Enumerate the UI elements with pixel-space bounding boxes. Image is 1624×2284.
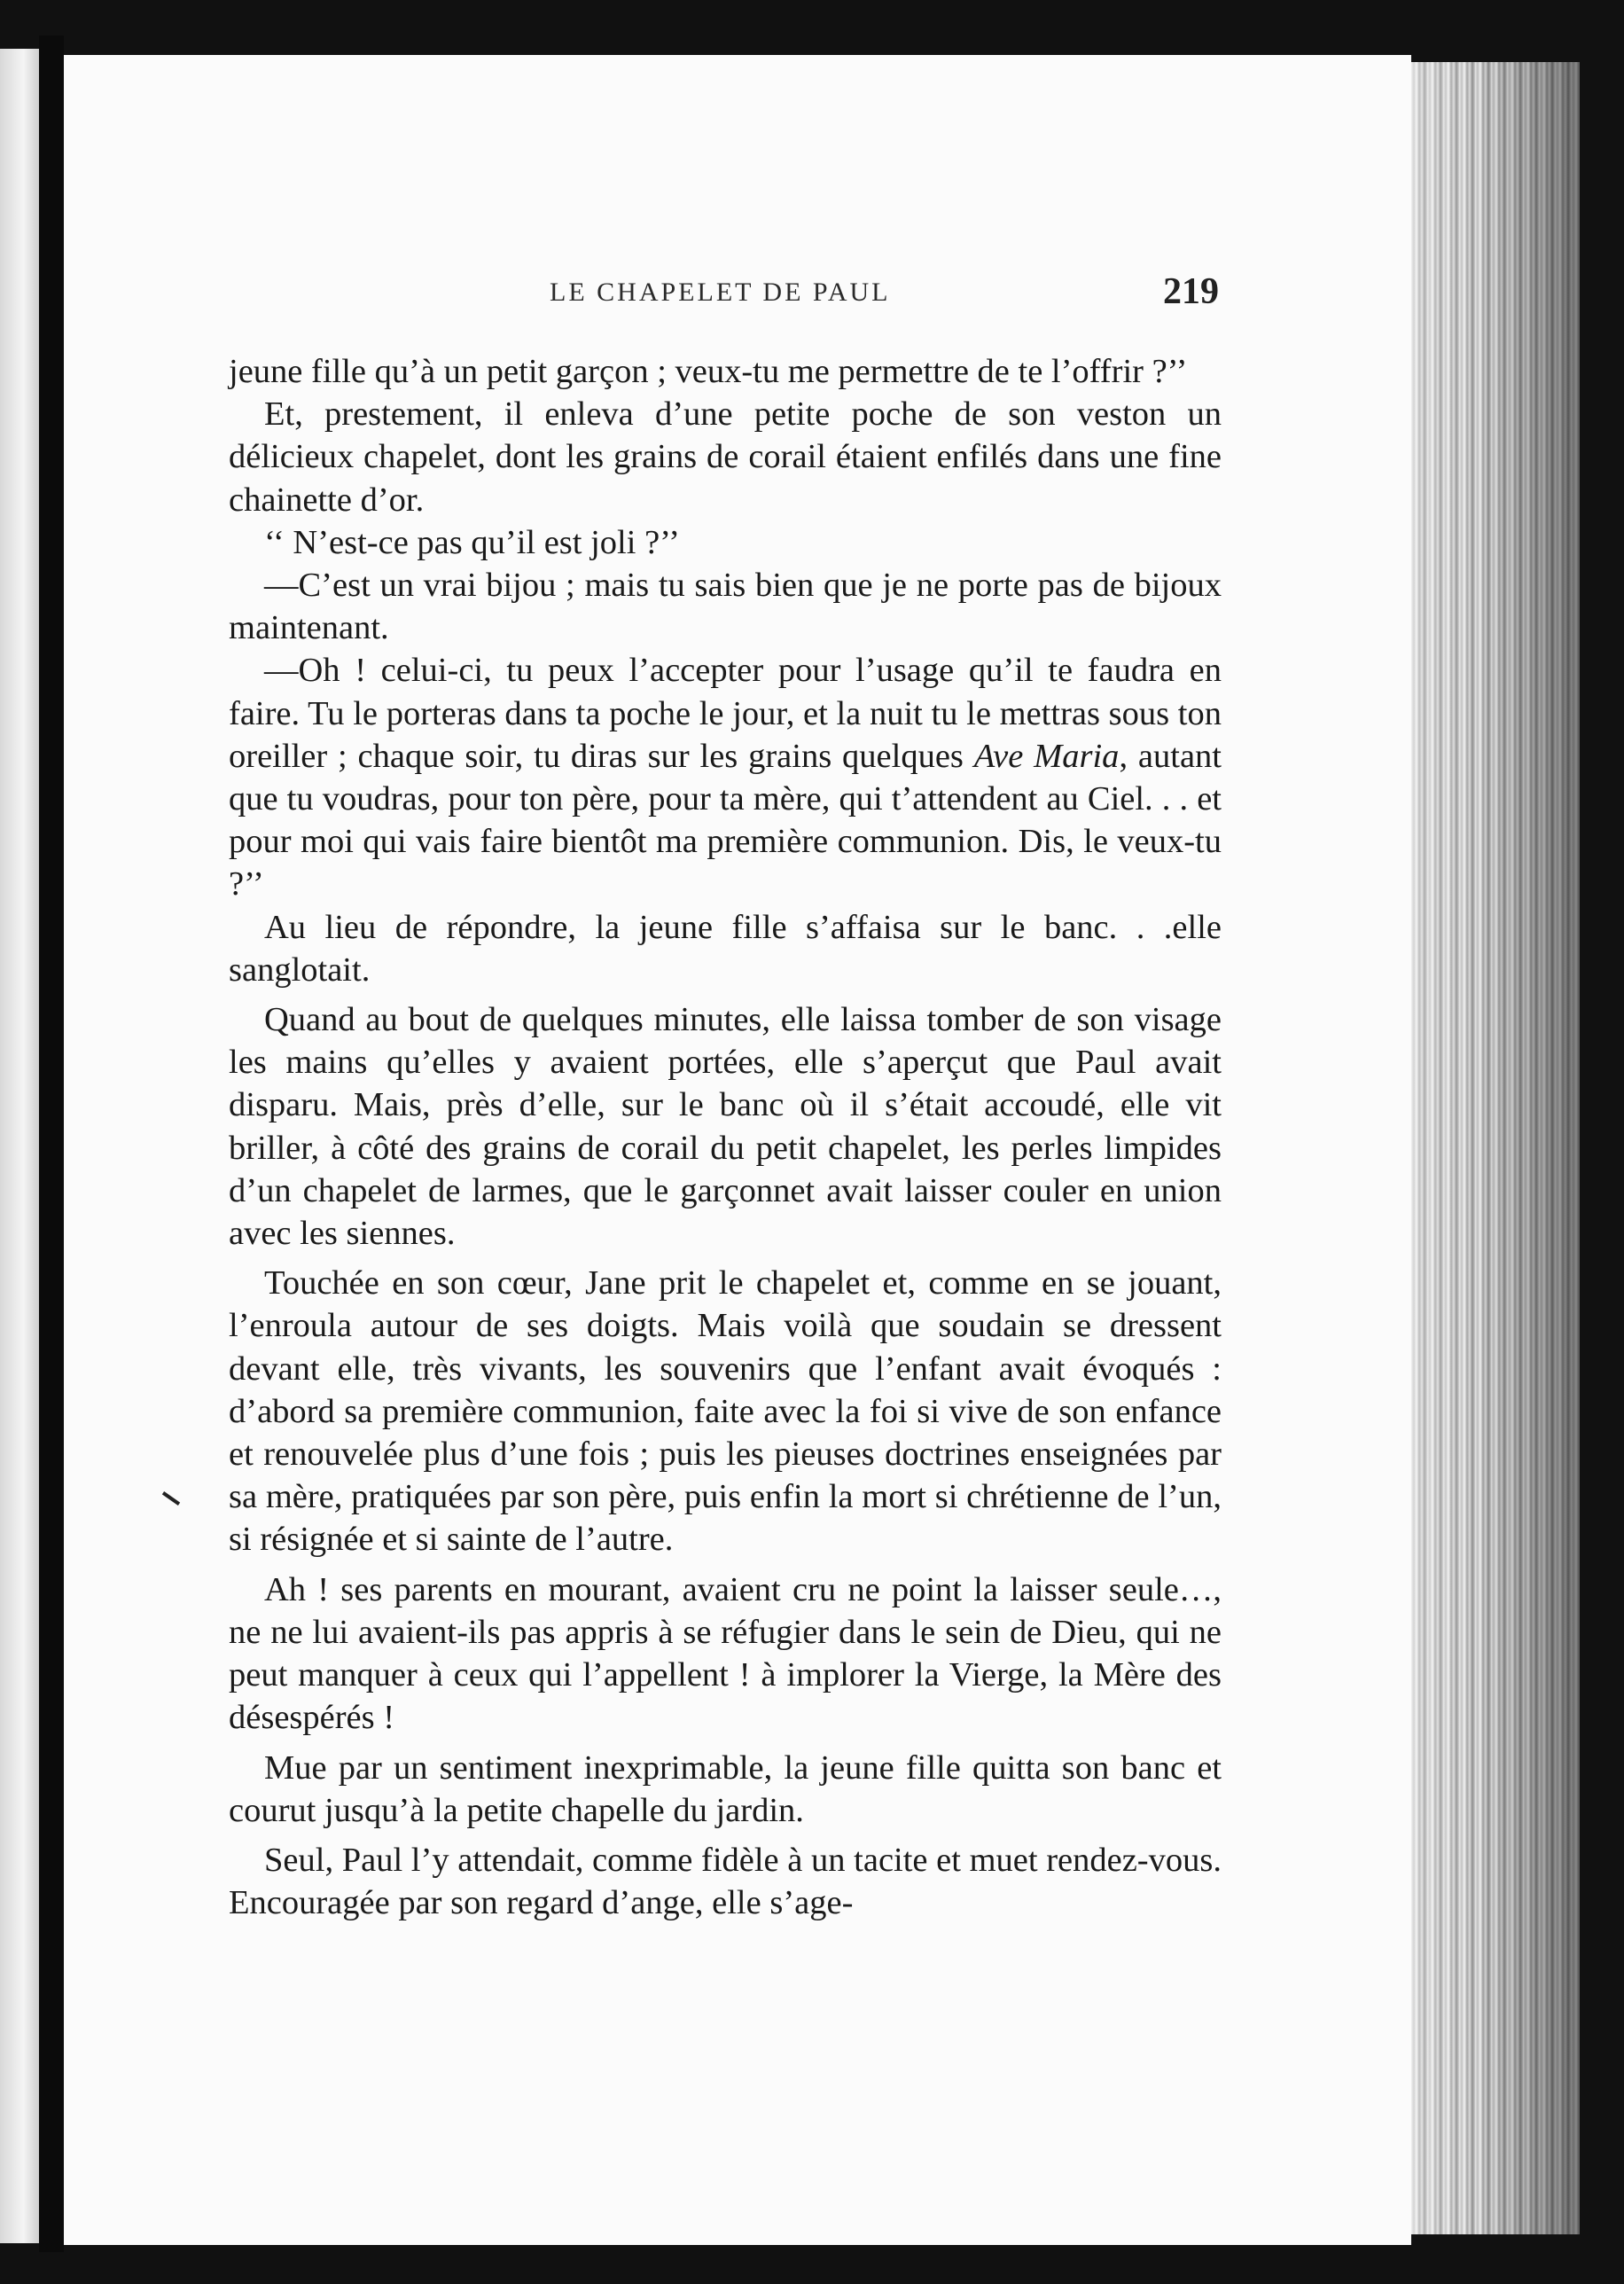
- paragraph-4: —C’est un vrai bijou ; mais tu sais bien que je ne porte pas de bijoux maintenant.: [229, 567, 1222, 647]
- paragraph-5-end: , autant que tu voudras, pour ton père, pour ta mère, qui t’attendent au Ciel. . . et pour moi qui vais faire bientôt ma première communion. Dis, le veux-tu ?’’: [229, 737, 1222, 903]
- paragraph-1: jeune fille qu’à un petit garçon ; veux-tu me permettre de te l’offrir ?’’: [229, 353, 1188, 390]
- paragraph-10: Mue par un sentiment inexprimable, la jeune fille quitta son banc et courut jusqu’à la petite chapelle du jardin.: [229, 1748, 1222, 1829]
- page-stack-shadow: [1411, 62, 1580, 2234]
- paragraph-8: Touchée en son cœur, Jane prit le chapelet et, comme en se jouant, l’enroula autour de ses doigts. Mais voilà que soudain se dressent devant elle, très vivants, les souvenirs que l’enfant avait évoqués : d’abord sa première communion, faite avec la foi si vive de son enfance et renouvelée plus d’une fois ; puis les pieuses doctrines enseignées par sa mère, pratiquées par son père, puis enfin la mort si chrétienne de l’un, si résignée et si sainte de l’autre.: [229, 1264, 1222, 1559]
- paragraph-11: Seul, Paul l’y attendait, comme fidèle à un tacite et muet rendez-vous. Encouragée par son regard d’ange, elle s’age-: [229, 1841, 1222, 1922]
- paragraph-7: Quand au bout de quelques minutes, elle laissa tomber de son visage les mains qu’elles y avaient portées, elle s’aperçut que Paul avait disparu. Mais, près d’elle, sur le banc où il s’était accoudé, elle vit briller, à côté des grains de corail du petit chapelet, les perles limpides d’un chapelet de larmes, que le garçonnet avait laisser couler en union avec les siennes.: [229, 1001, 1222, 1253]
- running-head: LE CHAPELET DE PAUL: [550, 278, 891, 307]
- left-page-edge: [0, 49, 39, 2243]
- paragraph-3: ‘‘ N’est-ce pas qu’il est joli ?’’: [264, 523, 680, 561]
- page-number: 219: [1163, 271, 1219, 312]
- paragraph-6: Au lieu de répondre, la jeune fille s’affaisa sur le banc. . .elle sanglotait.: [229, 908, 1222, 989]
- paragraph-5: [229, 649, 1222, 905]
- body-text: [229, 350, 1222, 1924]
- paragraph-9: Ah ! ses parents en mourant, avaient cru ne point la laisser seule…, ne ne lui avaient-ils pas appris à se réfugier dans le sein de Dieu, qui ne peut manquer à ceux qui l’appellent ! à implorer la Vierge, la Mère des désespérés !: [229, 1570, 1222, 1737]
- ave-maria-italic: Ave Maria: [973, 737, 1120, 775]
- book-gutter: [39, 35, 64, 2252]
- paragraph-5-start: —Oh ! celui-ci, tu peux l’accepter pour l’usage qu’il te faudra en faire. Tu le porteras dans ta poche le jour, et la nuit tu le mettras sous ton oreiller ; chaque soir, tu diras sur les grains quelques: [229, 652, 1222, 775]
- paragraph-2: Et, prestement, il enleva d’une petite poche de son veston un délicieux chapelet, dont les grains de corail étaient enfilés dans une fine chainette d’or.: [229, 395, 1222, 519]
